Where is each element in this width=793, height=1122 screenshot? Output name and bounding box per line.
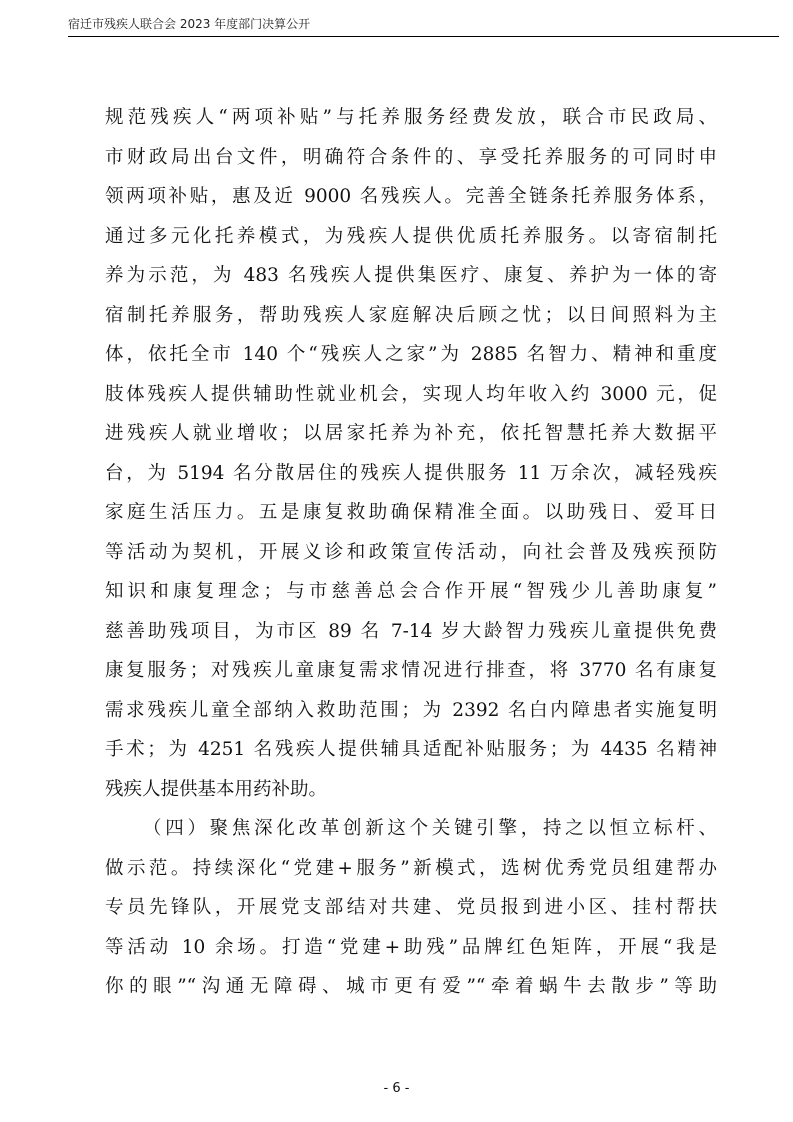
document-body [105,98,717,1007]
text-line: 宿制托养服务，帮助残疾人家庭解决后顾之忧；以日间照料为主 [105,304,717,326]
header-divider [68,36,779,37]
text-line: 规范残疾人“两项补贴”与托养服务经费发放，联合市民政局、 [105,107,717,128]
text-line: 做示范。持续深化“党建+服务”新模式，选树优秀党员组建帮办 [105,857,717,879]
text-line: 肢体残疾人提供辅助性就业机会，实现人均年收入约 3000 元，促 [105,383,717,405]
text-line: 养为示范，为 483 名残疾人提供集医疗、康复、养护为一体的寄 [105,265,717,286]
page-number: - 6 - [383,1081,410,1096]
text-line: 专员先锋队，开展党支部结对共建、党员报到进小区、挂村帮扶 [105,897,717,918]
text-line: 康复服务；对残疾儿童康复需求情况进行排查，将 3770 名有康复 [105,660,717,681]
text-line: 家庭生活压力。五是康复救助确保精准全面。以助残日、爱耳日 [105,502,717,523]
text-line: 进残疾人就业增收；以居家托养为补充，依托智慧托养大数据平 [105,423,717,444]
text-line: 体，依托全市 140 个“残疾人之家”为 2885 名智力、精神和重度 [105,344,717,365]
text-line: 手术；为 4251 名残疾人提供辅具适配补贴服务；为 4435 名精神 [105,739,717,760]
text-line: 通过多元化托养模式，为残疾人提供优质托养服务。以寄宿制托 [105,225,717,247]
document-header: 宿迁市残疾人联合会 2023 年度部门决算公开 [68,17,311,31]
text-line: 等活动 10 余场。打造“党建+助残”品牌红色矩阵，开展“我是 [105,936,717,958]
text-line: 知识和康复理念；与市慈善总会合作开展“智残少儿善助康复” [105,581,717,602]
section-heading-line: （四）聚焦深化改革创新这个关键引擎，持之以恒立标杆、 [143,818,717,839]
text-line: 慈善助残项目，为市区 89 名 7-14 岁大龄智力残疾儿童提供免费 [105,620,717,642]
text-line: 市财政局出台文件，明确符合条件的、享受托养服务的可同时申 [105,146,717,168]
text-line: 需求残疾儿童全部纳入救助范围；为 2392 名白内障患者实施复明 [105,699,717,721]
text-line: 等活动为契机，开展义诊和政策宣传活动，向社会普及残疾预防 [105,541,717,563]
text-line: 你的眼”“沟通无障碍、城市更有爱”“牵着蜗牛去散步”等助 [105,976,717,997]
text-line: 台，为 5194 名分散居住的残疾人提供服务 11 万余次，减轻残疾 [105,462,717,484]
text-line: 残疾人提供基本用药补助。 [105,778,328,800]
text-line: 领两项补贴，惠及近 9000 名残疾人。完善全链条托养服务体系， [105,186,717,207]
